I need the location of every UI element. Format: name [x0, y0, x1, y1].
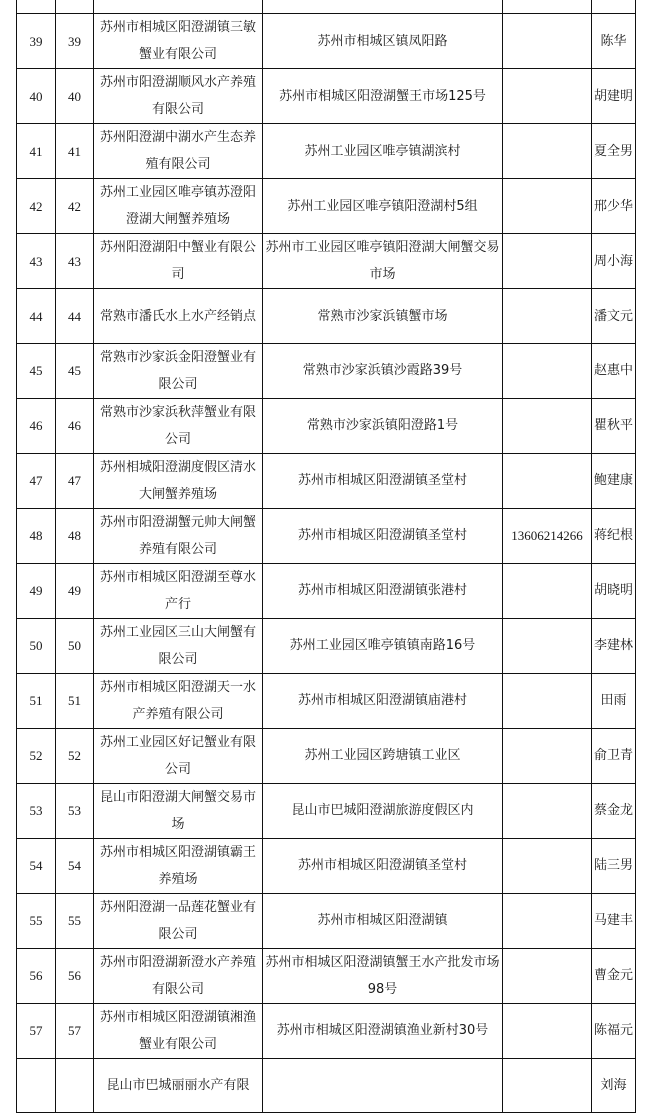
cell-phone — [503, 343, 592, 398]
cell-address — [263, 1058, 503, 1112]
cell-address: 苏州市相城区阳澄湖蟹王市场125号 — [263, 69, 503, 124]
cell-id: 57 — [56, 1003, 94, 1058]
cell-company-name: 常熟市沙家浜金阳澄蟹业有限公司 — [94, 343, 263, 398]
cell-company-name: 苏州阳澄湖一品莲花蟹业有限公司 — [94, 893, 263, 948]
cell-company-name: 苏州市相城区阳澄湖天一水产养殖有限公司 — [94, 673, 263, 728]
cell-phone — [503, 783, 592, 838]
cell-phone — [503, 948, 592, 1003]
cell-address: 苏州工业园区跨塘镇工业区 — [263, 728, 503, 783]
cell-contact-person: 潘文元 — [592, 289, 636, 343]
cell-id: 40 — [56, 69, 94, 124]
cell-company-name — [94, 0, 263, 14]
cell-company-name: 苏州市相城区阳澄湖至尊水产行 — [94, 563, 263, 618]
cell-address: 常熟市沙家浜镇沙霞路39号 — [263, 343, 503, 398]
cell-phone — [503, 728, 592, 783]
table-row-partial-bottom — [17, 1058, 636, 1112]
cell-index: 45 — [17, 343, 56, 398]
cell-id — [56, 1058, 94, 1112]
cell-address: 苏州市相城区阳澄湖镇圣堂村 — [263, 453, 503, 508]
cell-contact-person: 马建丰 — [592, 893, 636, 948]
cell-contact-person: 蔡金龙 — [592, 783, 636, 838]
cell-phone — [503, 124, 592, 179]
cell-id: 56 — [56, 948, 94, 1003]
cell-contact-person: 李建林 — [592, 618, 636, 673]
cell-phone: 13606214266 — [503, 508, 592, 563]
table-row — [17, 1003, 636, 1058]
table-row — [17, 563, 636, 618]
cell-company-name: 昆山市巴城丽丽水产有限 — [94, 1058, 263, 1112]
cell-company-name: 苏州工业园区三山大闸蟹有限公司 — [94, 618, 263, 673]
cell-contact-person: 俞卫青 — [592, 728, 636, 783]
cell-id: 39 — [56, 14, 94, 69]
cell-index: 47 — [17, 453, 56, 508]
cell-index: 52 — [17, 728, 56, 783]
cell-id: 51 — [56, 673, 94, 728]
cell-id: 47 — [56, 453, 94, 508]
cell-index: 43 — [17, 234, 56, 289]
cell-phone — [503, 563, 592, 618]
table-row — [17, 124, 636, 179]
cell-id: 45 — [56, 343, 94, 398]
cell-company-name: 苏州工业园区唯亭镇苏澄阳澄湖大闸蟹养殖场 — [94, 179, 263, 234]
cell-company-name: 苏州阳澄湖中湖水产生态养殖有限公司 — [94, 124, 263, 179]
cell-contact-person: 陈福元 — [592, 1003, 636, 1058]
cell-company-name: 苏州阳澄湖阳中蟹业有限公司 — [94, 234, 263, 289]
table-row — [17, 453, 636, 508]
table-row — [17, 508, 636, 563]
table-row — [17, 618, 636, 673]
cell-contact-person: 胡建明 — [592, 69, 636, 124]
cell-index: 42 — [17, 179, 56, 234]
table-row — [17, 69, 636, 124]
table-row — [17, 728, 636, 783]
cell-contact-person: 曹金元 — [592, 948, 636, 1003]
cell-address: 昆山市巴城阳澄湖旅游度假区内 — [263, 783, 503, 838]
cell-id: 50 — [56, 618, 94, 673]
table-row — [17, 948, 636, 1003]
cell-phone — [503, 1058, 592, 1112]
cell-contact-person — [592, 0, 636, 14]
table-row — [17, 673, 636, 728]
cell-index: 41 — [17, 124, 56, 179]
cell-address: 苏州市相城区镇凤阳路 — [263, 14, 503, 69]
cell-contact-person: 周小海 — [592, 234, 636, 289]
table-row — [17, 783, 636, 838]
cell-index — [17, 1058, 56, 1112]
cell-address: 苏州市工业园区唯亭镇阳澄湖大闸蟹交易市场 — [263, 234, 503, 289]
cell-id: 49 — [56, 563, 94, 618]
cell-address — [263, 0, 503, 14]
table-row — [17, 893, 636, 948]
cell-index — [17, 0, 56, 14]
cell-id: 44 — [56, 289, 94, 343]
cell-address: 苏州工业园区唯亭镇镇南路16号 — [263, 618, 503, 673]
cell-address: 苏州市相城区阳澄湖镇圣堂村 — [263, 838, 503, 893]
cell-contact-person: 蒋纪根 — [592, 508, 636, 563]
cell-contact-person: 陈华 — [592, 14, 636, 69]
cell-phone — [503, 398, 592, 453]
cell-contact-person: 邢少华 — [592, 179, 636, 234]
cell-id: 52 — [56, 728, 94, 783]
cell-phone — [503, 673, 592, 728]
cell-contact-person: 瞿秋平 — [592, 398, 636, 453]
cell-index: 54 — [17, 838, 56, 893]
table-row-partial-top — [17, 0, 636, 14]
cell-index: 49 — [17, 563, 56, 618]
cell-address: 苏州市相城区阳澄湖镇张港村 — [263, 563, 503, 618]
cell-address: 苏州工业园区唯亭镇湖滨村 — [263, 124, 503, 179]
cell-index: 57 — [17, 1003, 56, 1058]
cell-id: 53 — [56, 783, 94, 838]
cell-id: 54 — [56, 838, 94, 893]
cell-phone — [503, 289, 592, 343]
cell-index: 40 — [17, 69, 56, 124]
cell-index: 39 — [17, 14, 56, 69]
cell-index: 55 — [17, 893, 56, 948]
table-row — [17, 398, 636, 453]
table-row — [17, 14, 636, 69]
cell-phone — [503, 69, 592, 124]
cell-contact-person: 赵惠中 — [592, 343, 636, 398]
cell-index: 51 — [17, 673, 56, 728]
table-row — [17, 289, 636, 343]
cell-company-name: 苏州市相城区阳澄湖镇霸王养殖场 — [94, 838, 263, 893]
cell-phone — [503, 1003, 592, 1058]
cell-contact-person: 陆三男 — [592, 838, 636, 893]
cell-company-name: 苏州市阳澄湖蟹元帅大闸蟹养殖有限公司 — [94, 508, 263, 563]
cell-index: 44 — [17, 289, 56, 343]
cell-company-name: 苏州市阳澄湖顺风水产养殖有限公司 — [94, 69, 263, 124]
cell-index: 48 — [17, 508, 56, 563]
cell-address: 苏州工业园区唯亭镇阳澄湖村5组 — [263, 179, 503, 234]
table-row — [17, 838, 636, 893]
cell-phone — [503, 0, 592, 14]
cell-id: 55 — [56, 893, 94, 948]
cell-address: 苏州市相城区阳澄湖镇庙港村 — [263, 673, 503, 728]
cell-phone — [503, 618, 592, 673]
cell-company-name: 苏州市阳澄湖新澄水产养殖有限公司 — [94, 948, 263, 1003]
cell-index: 53 — [17, 783, 56, 838]
cell-index: 56 — [17, 948, 56, 1003]
cell-phone — [503, 893, 592, 948]
cell-address: 苏州市相城区阳澄湖镇 — [263, 893, 503, 948]
cell-contact-person: 刘海 — [592, 1058, 636, 1112]
cell-address: 苏州市相城区阳澄湖镇渔业新村30号 — [263, 1003, 503, 1058]
cell-contact-person: 鲍建康 — [592, 453, 636, 508]
cell-address: 苏州市相城区阳澄湖镇圣堂村 — [263, 508, 503, 563]
cell-id: 41 — [56, 124, 94, 179]
cell-company-name: 苏州相城阳澄湖度假区清水大闸蟹养殖场 — [94, 453, 263, 508]
cell-id: 42 — [56, 179, 94, 234]
cell-id: 43 — [56, 234, 94, 289]
table-row — [17, 179, 636, 234]
crab-vendor-table — [16, 0, 636, 1113]
cell-phone — [503, 838, 592, 893]
cell-phone — [503, 453, 592, 508]
table-row — [17, 343, 636, 398]
cell-id: 46 — [56, 398, 94, 453]
cell-phone — [503, 234, 592, 289]
table-row — [17, 234, 636, 289]
cell-index: 50 — [17, 618, 56, 673]
cell-company-name: 昆山市阳澄湖大闸蟹交易市场 — [94, 783, 263, 838]
cell-id — [56, 0, 94, 14]
cell-company-name: 常熟市潘氏水上水产经销点 — [94, 289, 263, 343]
cell-company-name: 苏州工业园区好记蟹业有限公司 — [94, 728, 263, 783]
cell-phone — [503, 14, 592, 69]
cell-company-name: 苏州市相城区阳澄湖镇三敏蟹业有限公司 — [94, 14, 263, 69]
cell-id: 48 — [56, 508, 94, 563]
cell-contact-person: 田雨 — [592, 673, 636, 728]
cell-index: 46 — [17, 398, 56, 453]
cell-address: 常熟市沙家浜镇阳澄路1号 — [263, 398, 503, 453]
cell-company-name: 苏州市相城区阳澄湖镇湘渔蟹业有限公司 — [94, 1003, 263, 1058]
cell-contact-person: 夏全男 — [592, 124, 636, 179]
cell-company-name: 常熟市沙家浜秋萍蟹业有限公司 — [94, 398, 263, 453]
cell-address: 常熟市沙家浜镇蟹市场 — [263, 289, 503, 343]
cell-contact-person: 胡晓明 — [592, 563, 636, 618]
table-body — [17, 0, 636, 1113]
cell-address: 苏州市相城区阳澄湖镇蟹王水产批发市场98号 — [263, 948, 503, 1003]
cell-phone — [503, 179, 592, 234]
